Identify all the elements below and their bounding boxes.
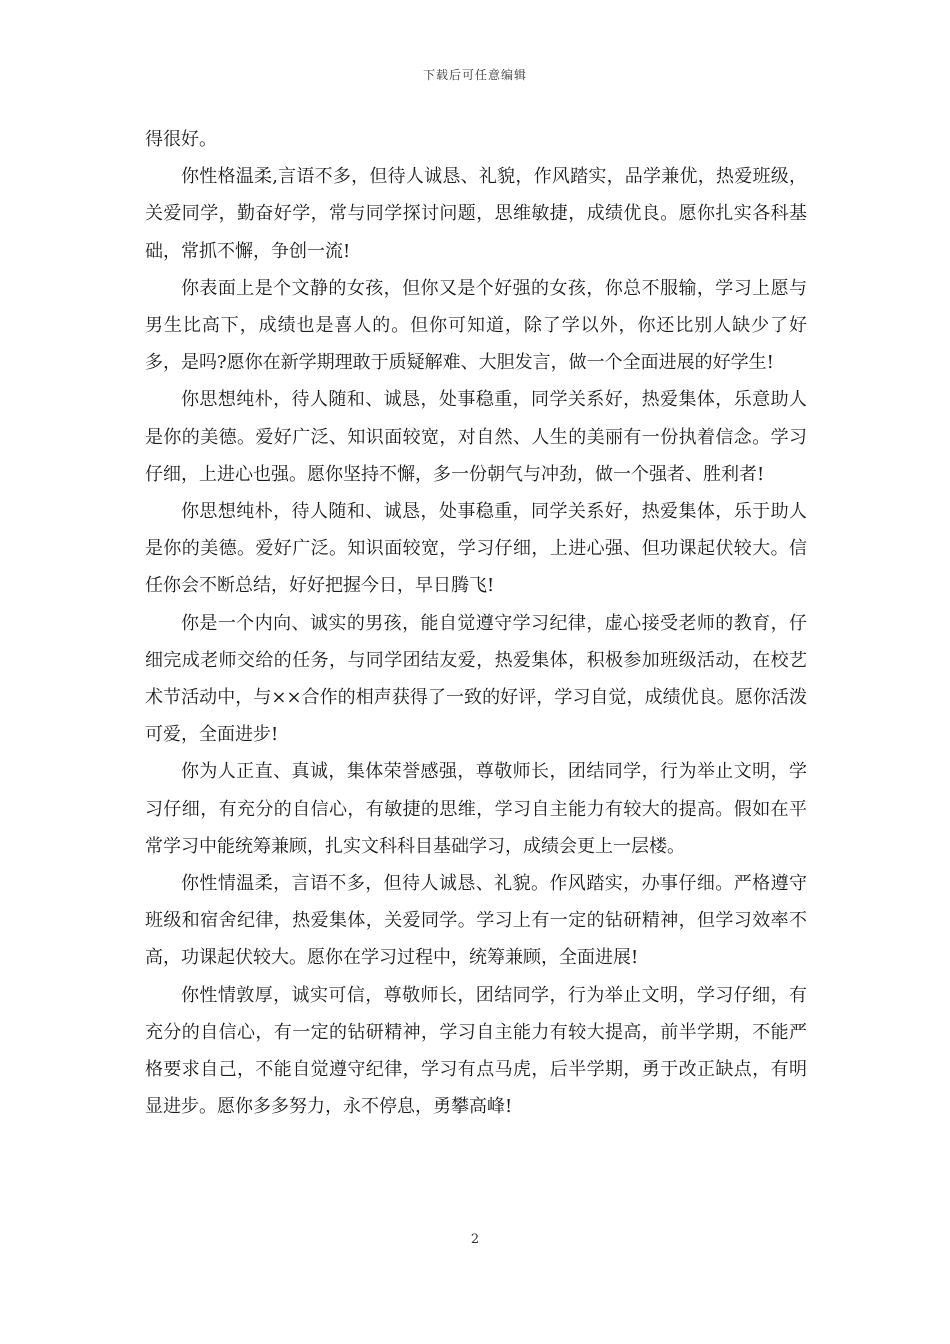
paragraph: 你思想纯朴，待人随和、诚恳，处事稳重，同学关系好，热爱集体，乐于助人是你的美德。爱好广泛。知识面较宽，学习仔细，上进心强、但功课起伏较大。信任你会不断总结，好好把握今日，早日腾飞! (145, 501, 807, 597)
paragraph: 你性情温柔，言语不多，但待人诚恳、礼貌。作风踏实，办事仔细。严格遵守班级和宿舍纪律，热爱集体，关爱同学。学习上有一定的钻研精神，但学习效率不高，功课起伏较大。愿你在学习过程中，统筹兼顾，全面进展! (145, 873, 807, 969)
page-header: 下载后可任意编辑 (422, 68, 527, 82)
paragraph: 你思想纯朴，待人随和、诚恳，处事稳重，同学关系好，热爱集体，乐意助人是你的美德。爱好广泛、知识面较宽，对自然、人生的美丽有一份执着信念。学习仔细，上进心也强。愿你坚持不懈，多一份朝气与冲劲，做一个强者、胜利者! (145, 389, 807, 485)
paragraph: 你性格温柔,言语不多，但待人诚恳、礼貌，作风踏实，品学兼优，热爱班级，关爱同学，勤奋好学，常与同学探讨问题，思维敏捷，成绩优良。愿你扎实各科基础，常抓不懈，争创一流! (145, 166, 807, 262)
document-body (145, 121, 807, 1125)
paragraph-continuation: 得很好。 (145, 129, 217, 150)
paragraph: 你是一个内向、诚实的男孩，能自觉遵守学习纪律，虚心接受老师的教育，仔细完成老师交给的任务，与同学团结友爱，热爱集体，积极参加班级活动，在校艺术节活动中，与××合作的相声获得了一致的好评，学习自觉，成绩优良。愿你活泼可爱，全面进步! (145, 612, 807, 746)
paragraph: 你为人正直、真诚，集体荣誉感强，尊敬师长，团结同学，行为举止文明，学习仔细，有充分的自信心，有敏捷的思维，学习自主能力有较大的提高。假如在平常学习中能统筹兼顾，扎实文科科目基础学习，成绩会更上一层楼。 (145, 761, 807, 857)
paragraph: 你表面上是个文静的女孩，但你又是个好强的女孩，你总不服输，学习上愿与男生比高下，成绩也是喜人的。但你可知道，除了学以外，你还比别人缺少了好多，是吗?愿你在新学期理敢于质疑解难、大胆发言，做一个全面进展的好学生! (145, 277, 807, 374)
paragraph: 你性情敦厚，诚实可信，尊敬师长，团结同学，行为举止文明，学习仔细，有充分的自信心，有一定的钻研精神，学习自主能力有较大提高，前半学期，不能严格要求自己，不能自觉遵守纪律，学习有点马虎，后半学期，勇于改正缺点，有明显进步。愿你多多努力，永不停息，勇攀高峰! (145, 984, 807, 1118)
page-number: 2 (470, 1232, 480, 1247)
